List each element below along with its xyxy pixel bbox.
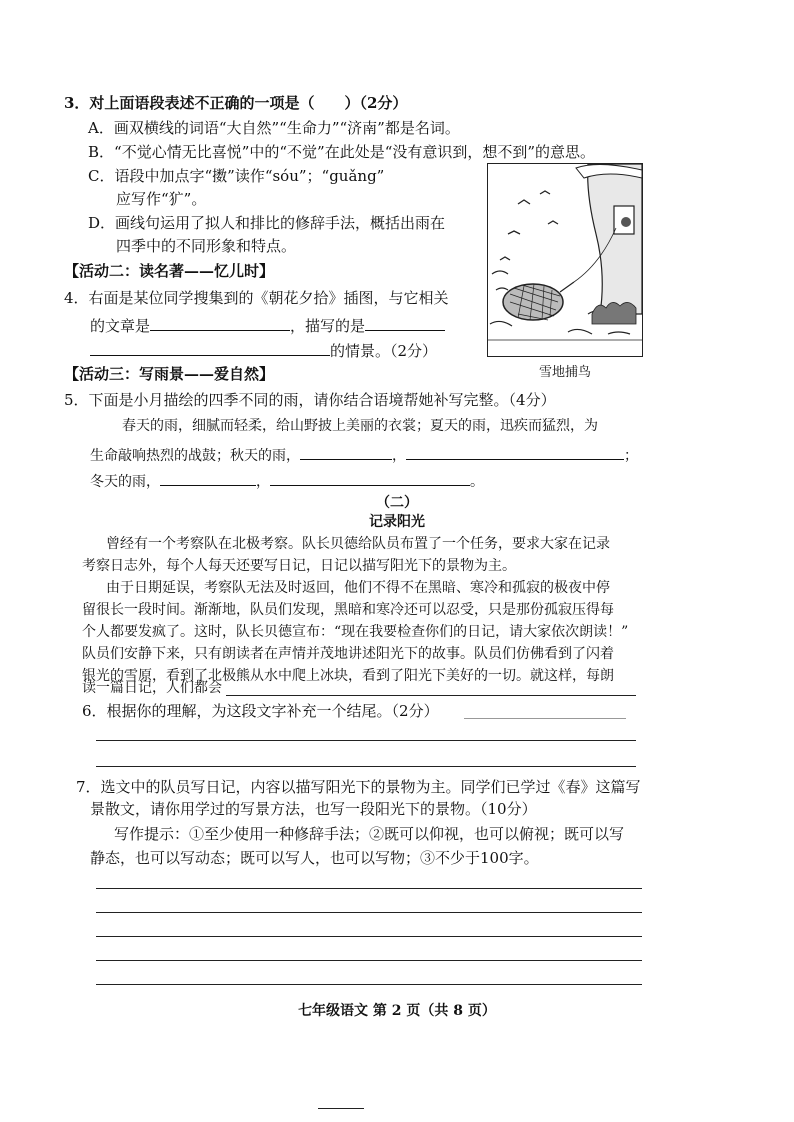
q7-line2: 景散文，请你用学过的写景方法，也写一段阳光下的景物。（10分）	[90, 800, 537, 818]
q4-text-describes: ，描写的是	[290, 317, 366, 335]
snow-bird-trap-illustration	[487, 163, 643, 357]
q6-answer-line-1[interactable]	[96, 740, 636, 741]
illustration-drawing	[488, 164, 642, 356]
flying-birds-icon	[500, 191, 558, 260]
illustration-caption: 雪地捕鸟	[539, 365, 592, 380]
passage-p2-line4: 队员们安静下来，只有朗读者在声情并茂地讲述阳光下的故事。队员们仿佛看到了闪着	[82, 646, 614, 662]
q5-autumn-text: 生命敲响热烈的战鼓；秋天的雨，	[90, 448, 300, 464]
passage-p2-line2: 留很长一段时间。渐渐地，队员们发现，黑暗和寒冷还可以忍受，只是那份孤寂压得每	[82, 602, 614, 618]
passage-p2-line3: 个人都要发疯了。这时，队长贝德宣布：“现在我要检查你们的日记，请大家依次朗读！”	[82, 624, 629, 640]
activity-two-heading: 【活动二：读名著——忆儿时】	[64, 262, 275, 280]
q3-option-c-line1: C．语段中加点字“擞”读作“sóu”；“guǎng”	[88, 167, 385, 185]
q7-line1: 7．选文中的队员写日记，内容以描写阳光下的景物为主。同学们已学过《春》这篇写	[76, 778, 641, 796]
q4-line1: 4．右面是某位同学搜集到的《朝花夕拾》插图，与它相关	[64, 289, 449, 307]
q6-stem: 6．根据你的理解，为这段文字补充一个结尾。（2分）	[82, 702, 439, 720]
q3-option-d-line2: 四季中的不同形象和特点。	[116, 237, 297, 255]
passage-ending-blank[interactable]	[226, 695, 636, 696]
q5-stem: 5．下面是小月描绘的四季不同的雨，请你结合语境帮她补写完整。（4分）	[64, 391, 556, 409]
q3-option-c-line2: 应写作“犷”。	[116, 190, 207, 208]
q4-line2	[90, 316, 445, 334]
q5-line2: 生命敲响热烈的战鼓；秋天的雨， ， ；	[90, 445, 638, 463]
bush-icon	[592, 302, 636, 324]
q5-autumn-blank-1[interactable]	[300, 445, 392, 460]
passage-p2-line5: 银光的雪原，看到了北极熊从水中爬上冰块，看到了阳光下美好的一切。就这样，每朗	[82, 668, 614, 684]
q7-answer-line-4[interactable]	[96, 960, 642, 961]
page-footer: 七年级语文 第 2 页（共 8 页）	[298, 1003, 496, 1019]
q5-line1: 春天的雨，细腻而轻柔，给山野披上美丽的衣裳；夏天的雨，迅疾而猛烈，为	[122, 418, 598, 434]
q4-answer-blank-scene[interactable]	[90, 341, 330, 356]
q3-stem: 3．对上面语段表述不正确的一项是（ ）（2分）	[64, 94, 408, 112]
passage-p1-line1: 曾经有一个考察队在北极考察。队长贝德给队员布置了一个任务，要求大家在记录	[106, 536, 610, 552]
activity-three-heading: 【活动三：写雨景——爱自然】	[64, 365, 275, 383]
q5-line3: 冬天的雨， ， 。	[90, 471, 484, 489]
q4-text-scene: 的情景。（2分）	[330, 342, 438, 360]
prop-stick	[560, 282, 574, 292]
q5-winter-text: 冬天的雨，	[90, 474, 160, 490]
passage-p2-line1: 由于日期延误，考察队无法及时返回，他们不得不在黑暗、寒冷和孤寂的极夜中停	[106, 580, 610, 596]
child-face-icon	[621, 217, 631, 227]
q7-answer-line-3[interactable]	[96, 936, 642, 937]
bottom-mark	[318, 1108, 364, 1109]
q4-line3	[90, 341, 437, 359]
q5-autumn-blank-2[interactable]	[406, 445, 624, 460]
passage-p2-line6: 读一篇日记，人们都会	[82, 680, 222, 696]
wall-shape	[588, 164, 642, 314]
q7-answer-line-2[interactable]	[96, 912, 642, 913]
q4-answer-blank-article[interactable]	[150, 316, 290, 331]
q7-hint-line1: 写作提示：①至少使用一种修辞手法；②既可以仰视，也可以俯视；既可以写	[114, 825, 625, 843]
q5-winter-blank-1[interactable]	[160, 471, 256, 486]
q3-option-a: A．画双横线的词语“大自然”“生命力”“济南”都是名词。	[88, 119, 460, 137]
q3-option-d-line1: D．画线句运用了拟人和排比的修辞手法，概括出雨在	[88, 214, 446, 232]
section-two-number: （二）	[376, 495, 418, 511]
q4-answer-blank-describes[interactable]	[365, 316, 445, 331]
q7-hint-line2: 静态，也可以写动态；既可以写人，也可以写物；③不少于100字。	[90, 849, 539, 867]
passage-p1-line2: 考察日志外，每个人每天还要写日记，日记以描写阳光下的景物为主。	[82, 558, 516, 574]
q3-option-b: B．“不觉心情无比喜悦”中的“不觉”在此处是“没有意识到，想不到”的意思。	[88, 143, 596, 161]
passage-title: 记录阳光	[369, 514, 425, 530]
q7-answer-line-5[interactable]	[96, 984, 642, 985]
q4-text-article: 的文章是	[90, 317, 151, 335]
q7-answer-line-1[interactable]	[96, 888, 642, 889]
q5-winter-blank-2[interactable]	[270, 471, 470, 486]
q6-answer-line-2[interactable]	[96, 766, 636, 767]
